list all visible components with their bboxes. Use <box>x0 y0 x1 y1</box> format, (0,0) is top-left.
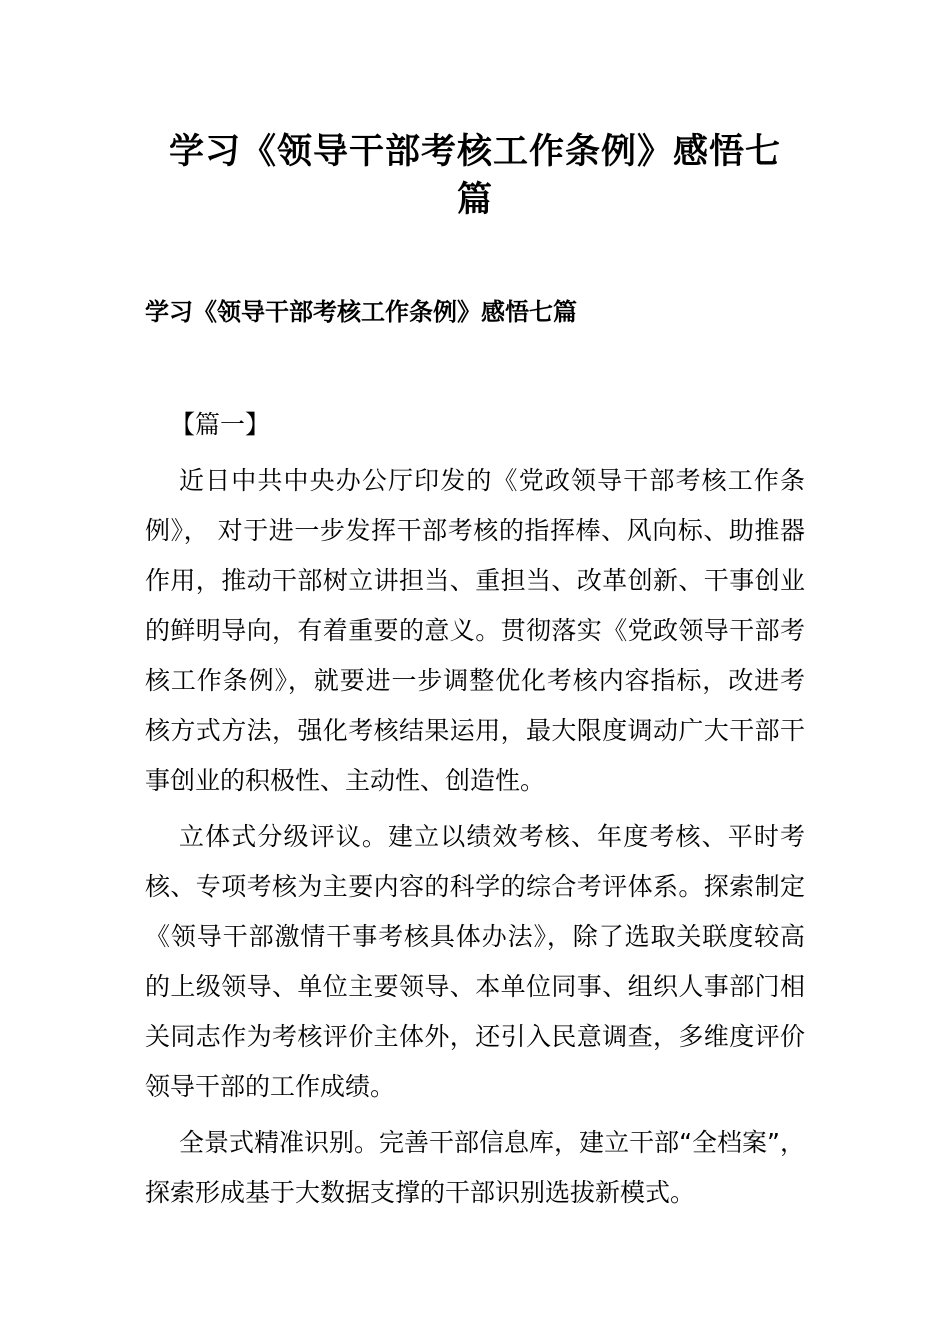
document-title-line-2: 篇 <box>456 180 493 220</box>
paragraph-3: 全景式精准识别。完善干部信息库，建立干部“全档案”，探索形成基于大数据支撑的干部识别选拔新模式。 <box>145 1128 805 1207</box>
paragraph-2: 立体式分级评议。建立以绩效考核、年度考核、平时考核、专项考核为主要内容的科学的综合考评体系。探索制定《领导干部激情干事考核具体办法》，除了选取关联度较高的上级领导、单位主要领导、本单位同事、组织人事部门相关同志作为考核评价主体外，还引入民意调查，多维度评价领导干部的工作成绩。 <box>145 822 805 1101</box>
body-text <box>145 456 805 1224</box>
paragraph-1: 近日中共中央办公厅印发的《党政领导干部考核工作条例》， 对于进一步发挥干部考核的指挥棒、风向标、助推器作用，推动干部树立讲担当、重担当、改革创新、干事创业的鲜明导向，有着重要的意义。贯彻落实《党政领导干部考核工作条例》，就要进一步调整优化考核内容指标，改进考核方式方法，强化考核结果运用，最大限度调动广大干部干事创业的积极性、主动性、创造性。 <box>145 466 805 795</box>
section-heading: 学习《领导干部考核工作条例》感悟七篇 <box>145 298 577 326</box>
document-title-line-1: 学习《领导干部考核工作条例》感悟七 <box>168 132 781 172</box>
part-label: 【篇一】 <box>170 410 271 439</box>
document-title <box>140 128 810 224</box>
